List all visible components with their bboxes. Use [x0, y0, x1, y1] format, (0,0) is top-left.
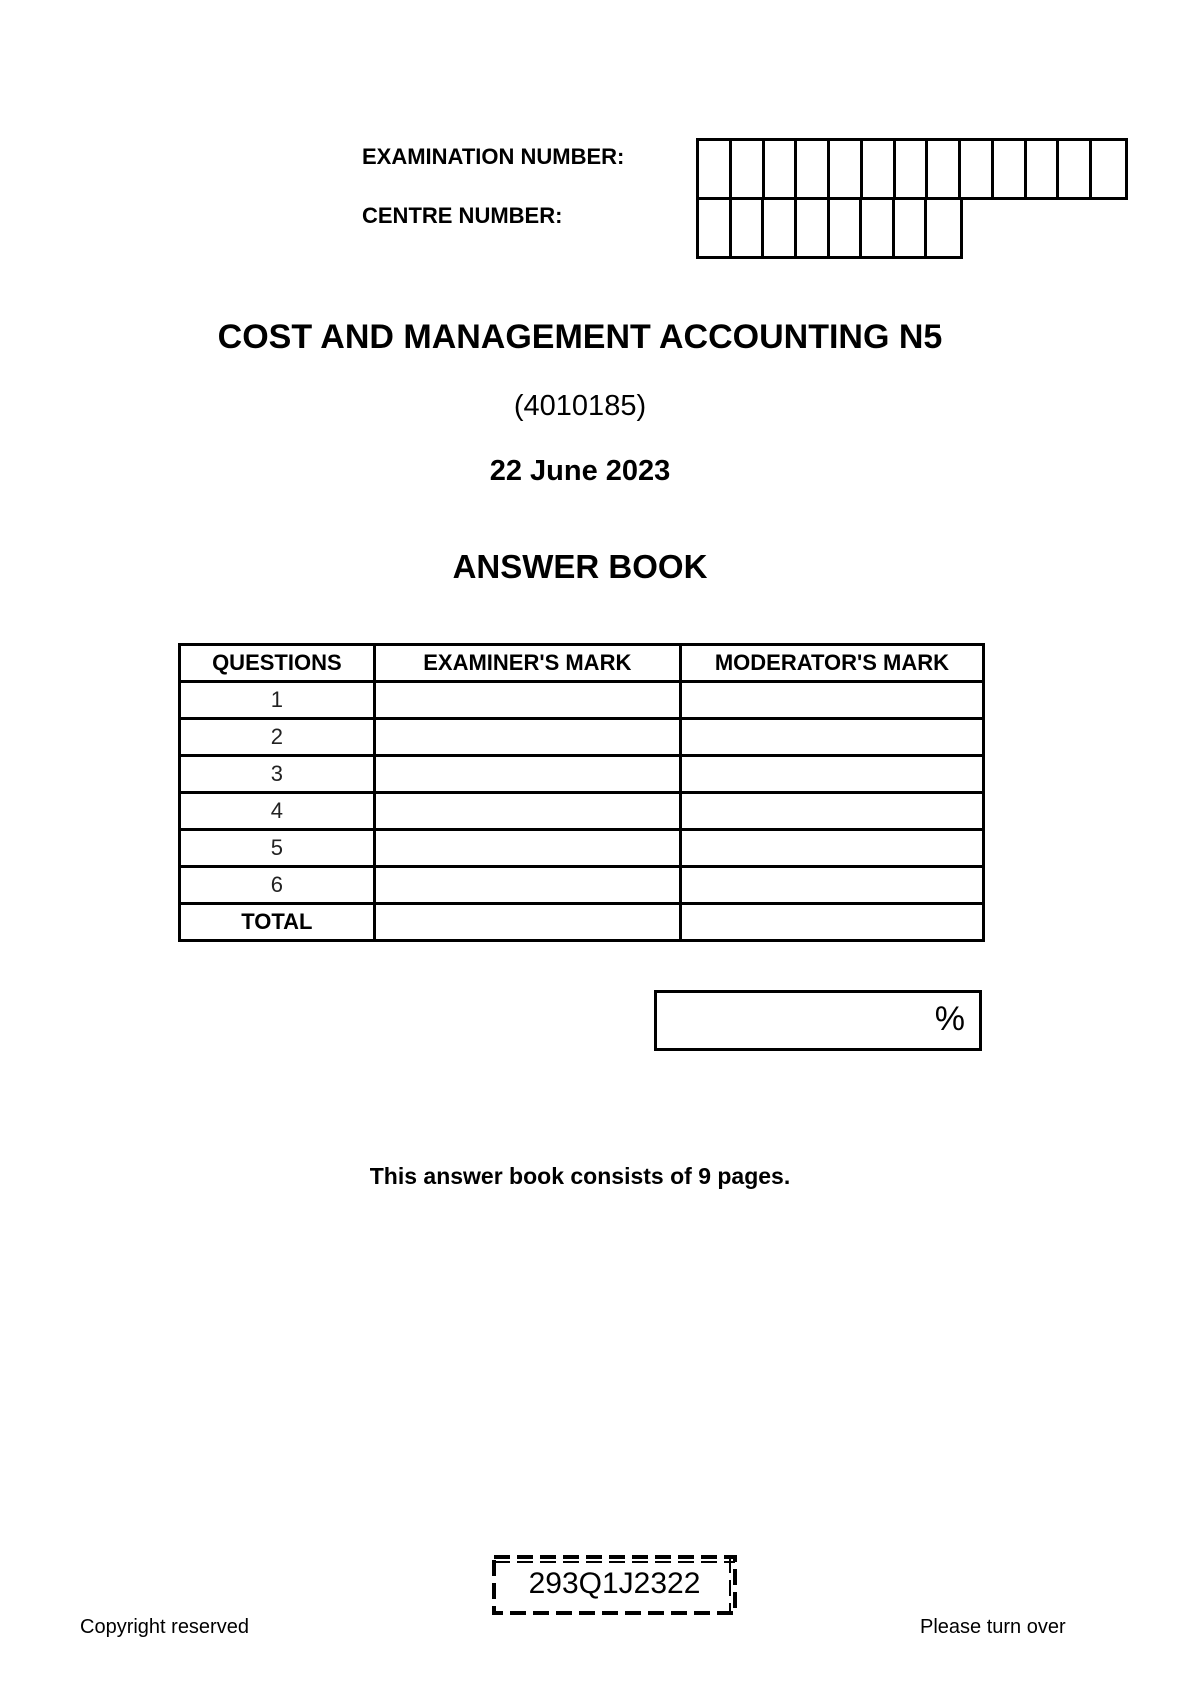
examiners-total-cell[interactable]	[374, 904, 680, 941]
examination-number-box[interactable]	[863, 141, 896, 197]
moderators-mark-cell[interactable]	[680, 830, 983, 867]
moderators-mark-cell[interactable]	[680, 793, 983, 830]
examiners-mark-cell[interactable]	[374, 682, 680, 719]
centre-number-box[interactable]	[862, 200, 895, 256]
moderators-total-cell[interactable]	[680, 904, 983, 941]
question-number: 5	[180, 830, 375, 867]
marks-table	[178, 643, 985, 942]
question-number: 6	[180, 867, 375, 904]
centre-number-box[interactable]	[927, 200, 960, 256]
document-type-heading: ANSWER BOOK	[452, 548, 708, 585]
copyright-notice: Copyright reserved	[80, 1616, 249, 1638]
page-count-note: This answer book consists of 9 pages.	[369, 1163, 791, 1189]
percentage-box[interactable]	[654, 990, 982, 1051]
turn-over-note: Please turn over	[920, 1616, 1066, 1638]
table-row	[180, 682, 984, 719]
centre-number-box[interactable]	[895, 200, 928, 256]
centre-number-box[interactable]	[830, 200, 863, 256]
examiners-mark-cell[interactable]	[374, 793, 680, 830]
total-label: TOTAL	[180, 904, 375, 941]
centre-number-box[interactable]	[764, 200, 797, 256]
examiners-mark-cell[interactable]	[374, 830, 680, 867]
marks-table-header-row	[180, 645, 984, 682]
centre-number-box[interactable]	[797, 200, 830, 256]
question-number: 3	[180, 756, 375, 793]
examination-number-box[interactable]	[1092, 141, 1125, 197]
moderators-mark-cell[interactable]	[680, 867, 983, 904]
question-number: 1	[180, 682, 375, 719]
table-row	[180, 756, 984, 793]
examination-number-box[interactable]	[961, 141, 994, 197]
exam-date: 22 June 2023	[489, 455, 671, 487]
table-row	[180, 719, 984, 756]
examination-number-box[interactable]	[797, 141, 830, 197]
barcode-label	[490, 1553, 739, 1617]
table-row	[180, 867, 984, 904]
examination-number-box[interactable]	[830, 141, 863, 197]
examination-number-label: EXAMINATION NUMBER:	[362, 144, 625, 169]
moderators-mark-cell[interactable]	[680, 682, 983, 719]
examination-number-box[interactable]	[765, 141, 798, 197]
questions-header: QUESTIONS	[180, 645, 375, 682]
examiners-mark-header: EXAMINER'S MARK	[374, 645, 680, 682]
barcode-code: 293Q1J2322	[528, 1567, 701, 1600]
question-number: 2	[180, 719, 375, 756]
centre-number-label: CENTRE NUMBER:	[362, 203, 563, 228]
table-row	[180, 793, 984, 830]
examination-number-box[interactable]	[928, 141, 961, 197]
centre-number-boxes[interactable]	[696, 197, 963, 259]
examination-number-boxes[interactable]	[696, 138, 1128, 200]
examination-number-box[interactable]	[1059, 141, 1092, 197]
examination-number-box[interactable]	[699, 141, 732, 197]
total-row	[180, 904, 984, 941]
examination-number-box[interactable]	[896, 141, 929, 197]
subject-code: (4010185)	[513, 390, 647, 422]
examination-number-box[interactable]	[732, 141, 765, 197]
examination-number-box[interactable]	[994, 141, 1027, 197]
examiners-mark-cell[interactable]	[374, 719, 680, 756]
moderators-mark-cell[interactable]	[680, 756, 983, 793]
centre-number-box[interactable]	[699, 200, 732, 256]
examiners-mark-cell[interactable]	[374, 756, 680, 793]
table-row	[180, 830, 984, 867]
subject-title: COST AND MANAGEMENT ACCOUNTING N5	[217, 318, 943, 356]
moderators-mark-header: MODERATOR'S MARK	[680, 645, 983, 682]
centre-number-box[interactable]	[732, 200, 765, 256]
examiners-mark-cell[interactable]	[374, 867, 680, 904]
percent-sign: %	[934, 1000, 965, 1038]
examination-number-box[interactable]	[1027, 141, 1060, 197]
moderators-mark-cell[interactable]	[680, 719, 983, 756]
question-number: 4	[180, 793, 375, 830]
